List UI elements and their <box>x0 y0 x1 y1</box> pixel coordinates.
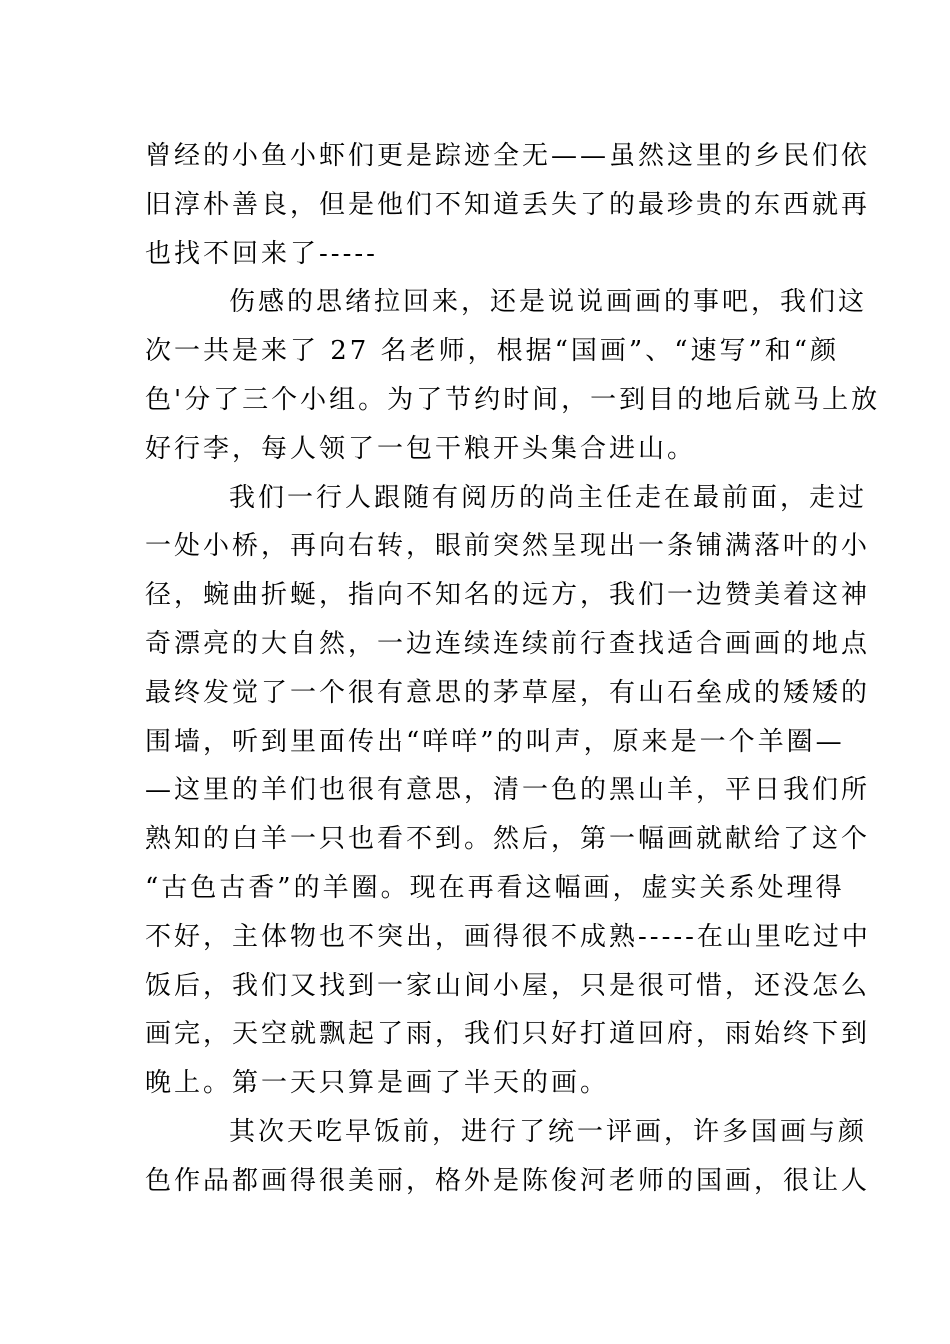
text-line: 奇漂亮的大自然，一边连续连续前行查找适合画画的地点 <box>145 628 871 659</box>
text-line: 我们一行人跟随有阅历的尚主任走在最前面，走过 <box>229 482 868 513</box>
text-line: 好行李，每人领了一包干粮开头集合进山。 <box>145 433 697 464</box>
text-line: 旧淳朴善良，但是他们不知道丢失了的最珍贵的东西就再 <box>145 189 871 220</box>
text-line: 饭后，我们又找到一家山间小屋，只是很可惜，还没怎么 <box>145 970 871 1001</box>
text-line: 一处小桥，再向右转，眼前突然呈现出一条铺满落叶的小 <box>145 531 871 562</box>
document-body <box>145 132 881 1206</box>
text-line: 色作品都画得很美丽，格外是陈俊河老师的国画，很让人 <box>145 1165 871 1196</box>
text-line: “古色古香”的羊圈。现在再看这幅画，虚实关系处理得 <box>145 872 845 903</box>
text-line: 晚上。第一天只算是画了半天的画。 <box>145 1068 610 1099</box>
text-line: 曾经的小鱼小虾们更是踪迹全无——虽然这里的乡民们依 <box>145 141 871 171</box>
text-line: 其次天吃早饭前，进行了统一评画，许多国画与颜 <box>229 1116 868 1147</box>
text-line: 画完，天空就飘起了雨，我们只好打道回府，雨始终下到 <box>145 1019 871 1050</box>
text-line: 不好，主体物也不突出，画得很不成熟-----在山里吃过中 <box>145 921 871 952</box>
text-line: 最终发觉了一个很有意思的茅草屋，有山石垒成的矮矮的 <box>145 677 871 708</box>
text-line: 次一共是来了 27 名老师，根据“国画”、“速写”和“颜 <box>145 336 840 367</box>
text-line: —这里的羊们也很有意思，清一色的黑山羊，平日我们所 <box>145 775 871 806</box>
text-line: 径，蜿曲折蜒，指向不知名的远方，我们一边赞美着这神 <box>145 580 871 611</box>
text-line: 伤感的思绪拉回来，还是说说画画的事吧，我们这 <box>229 287 868 318</box>
text-line: 熟知的白羊一只也看不到。然后，第一幅画就献给了这个 <box>145 824 871 855</box>
text-line: 也找不回来了----- <box>145 238 378 269</box>
text-line: 围墙，听到里面传出“咩咩”的叫声，原来是一个羊圈— <box>145 726 845 757</box>
text-line: 色'分了三个小组。为了节约时间，一到目的地后就马上放 <box>145 384 881 415</box>
